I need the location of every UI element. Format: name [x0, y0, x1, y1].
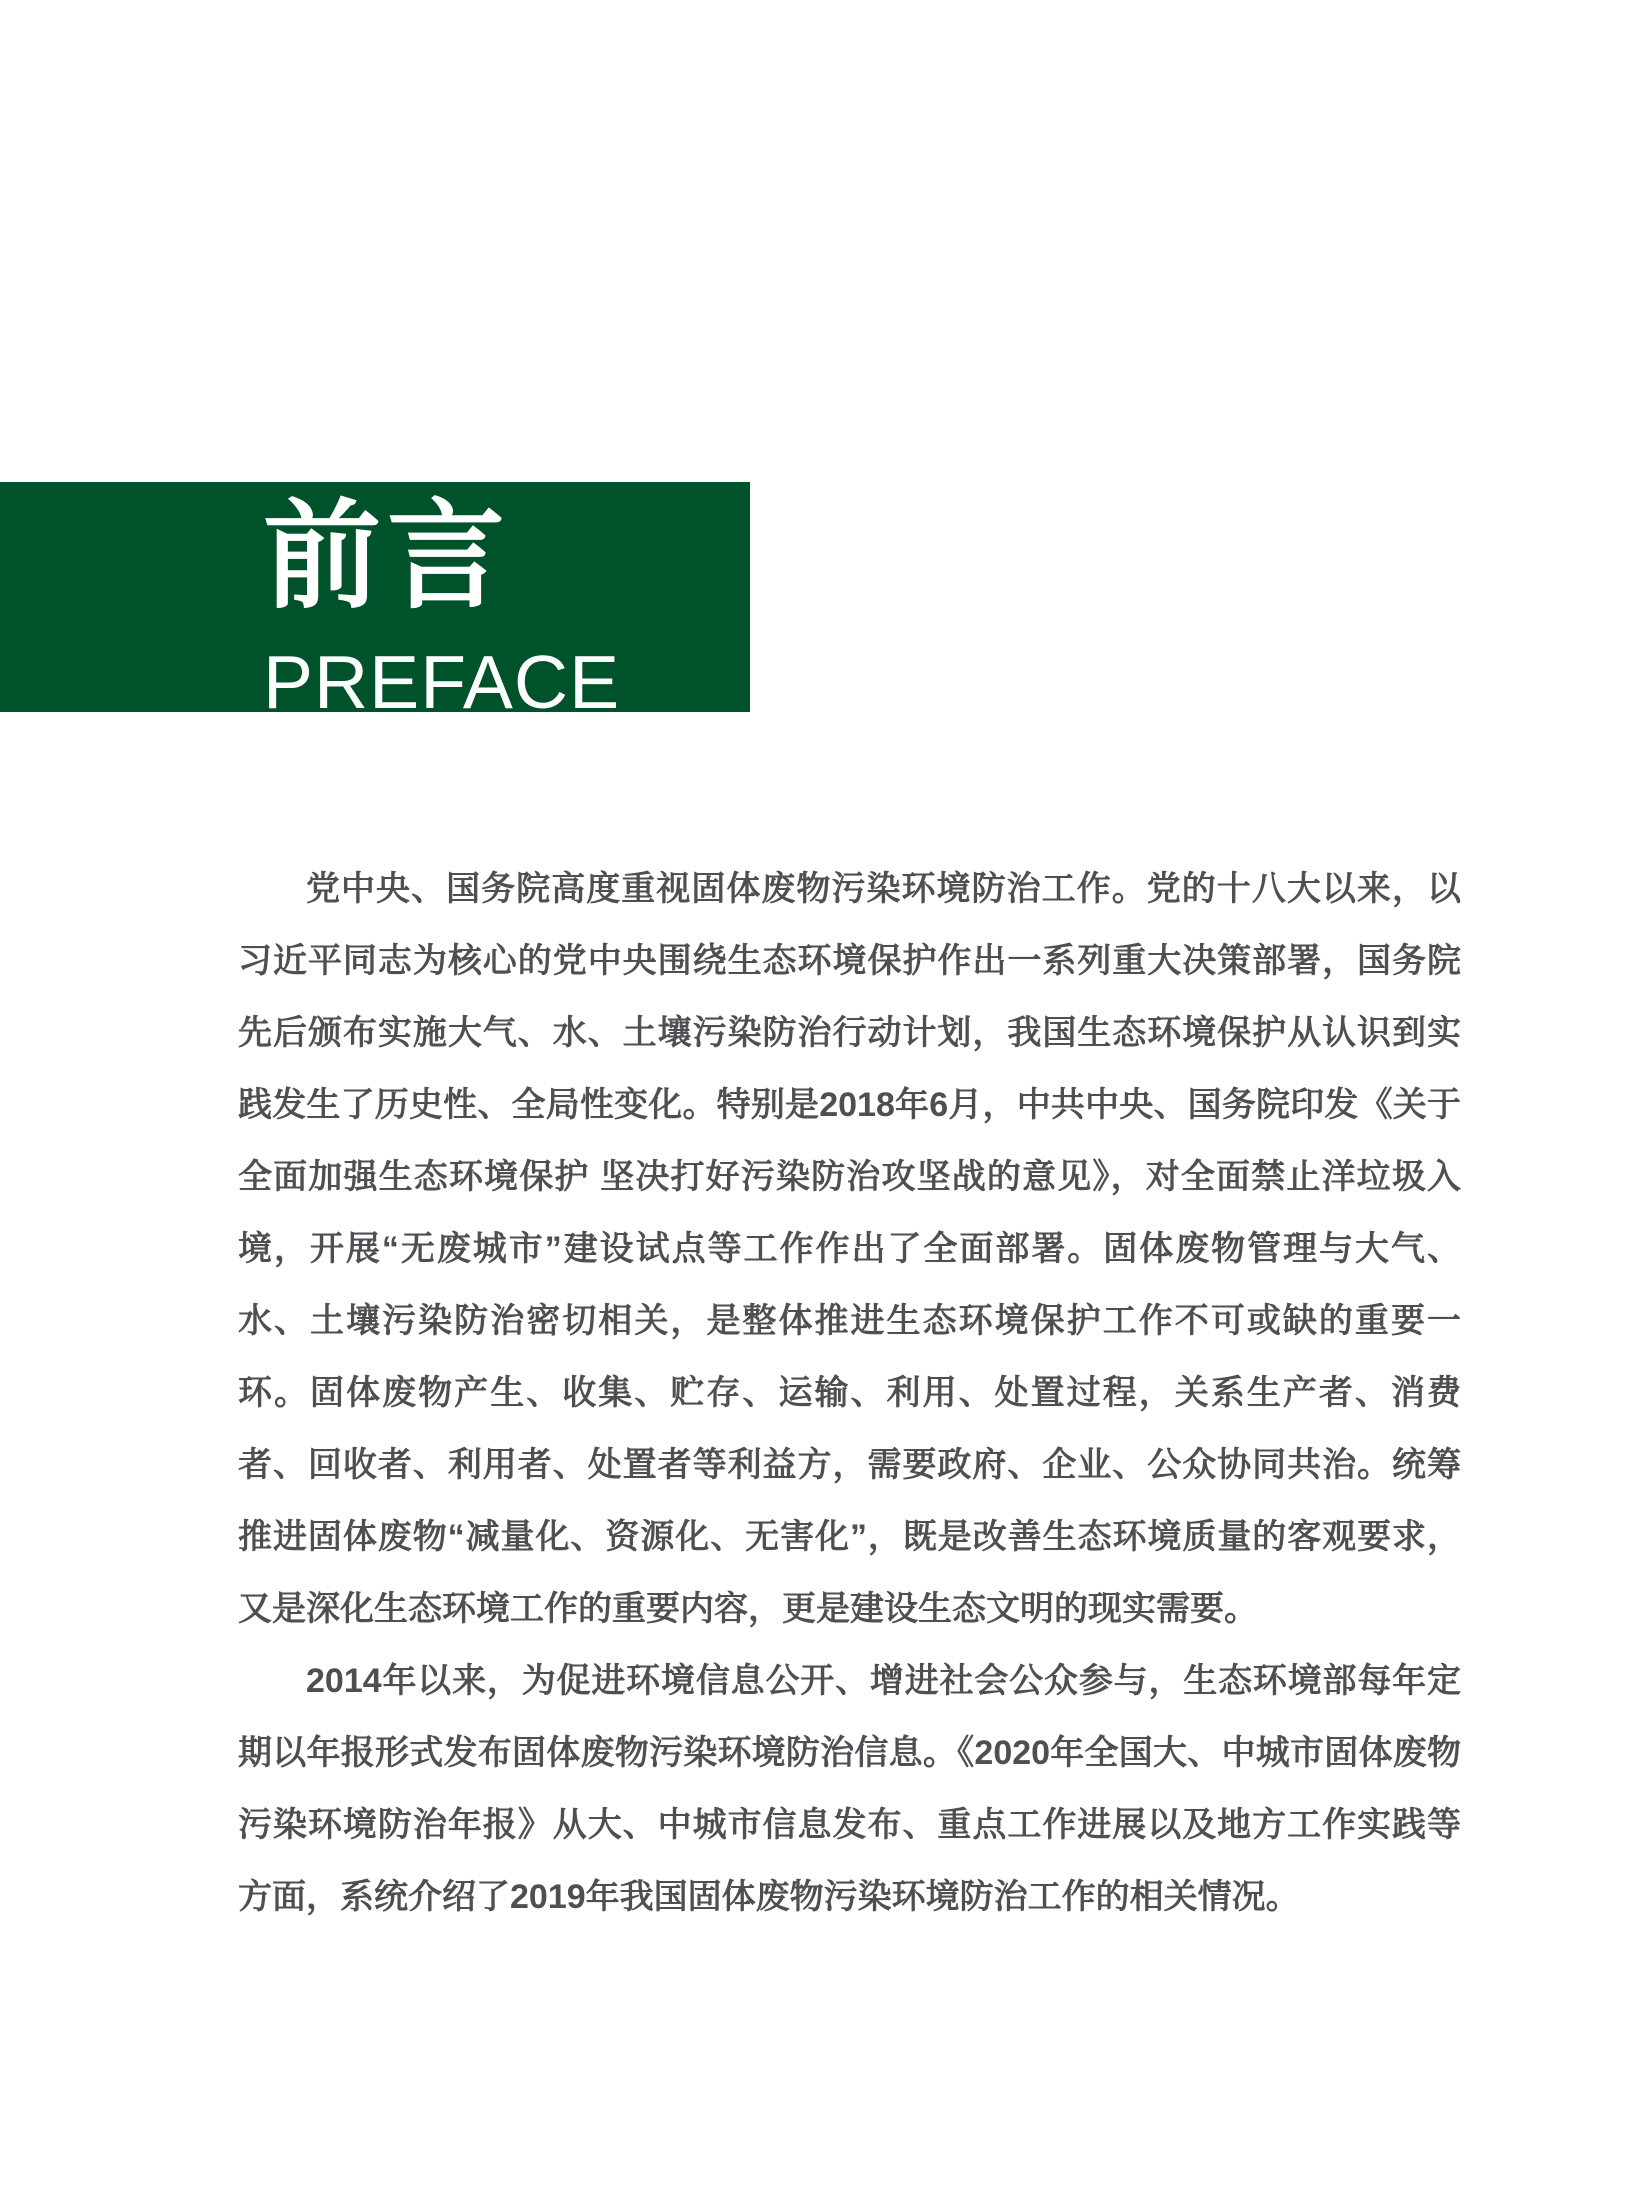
page-title-en: PREFACE: [263, 640, 621, 724]
preface-paragraph-2: 2014年以来，为促进环境信息公开、增进社会公众参与，生态环境部每年定期以年报形式发布固体废物污染环境防治信息。《2020年全国大、中城市固体废物污染环境防治年报》从大、中城市信息发布、重点工作进展以及地方工作实践等方面，系统介绍了2019年我国固体废物污染环境防治工作的相关情况。: [238, 1662, 1461, 1916]
preface-banner: [0, 482, 750, 724]
preface-body: [238, 853, 1461, 1933]
preface-paragraph-1: 党中央、国务院高度重视固体废物污染环境防治工作。党的十八大以来，以习近平同志为核心的党中央围绕生态环境保护作出一系列重大决策部署，国务院先后颁布实施大气、水、土壤污染防治行动计划，我国生态环境保护从认识到实践发生了历史性、全局性变化。特别是2018年6月，中共中央、国务院印发《关于全面加强生态环境保护 坚决打好污染防治攻坚战的意见》，对全面禁止洋垃圾入境，开展“无废城市”建设试点等工作作出了全面部署。固体废物管理与大气、水、土壤污染防治密切相关，是整体推进生态环境保护工作不可或缺的重要一环。固体废物产生、收集、贮存、运输、利用、处置过程，关系生产者、消费者、回收者、利用者、处置者等利益方，需要政府、企业、公众协同共治。统筹推进固体废物“减量化、资源化、无害化”，既是改善生态环境质量的客观要求，又是深化生态环境工作的重要内容，更是建设生态文明的现实需要。: [238, 870, 1461, 1628]
preface-banner-inner: [263, 482, 621, 724]
page-title-zh: 前言: [263, 491, 512, 623]
